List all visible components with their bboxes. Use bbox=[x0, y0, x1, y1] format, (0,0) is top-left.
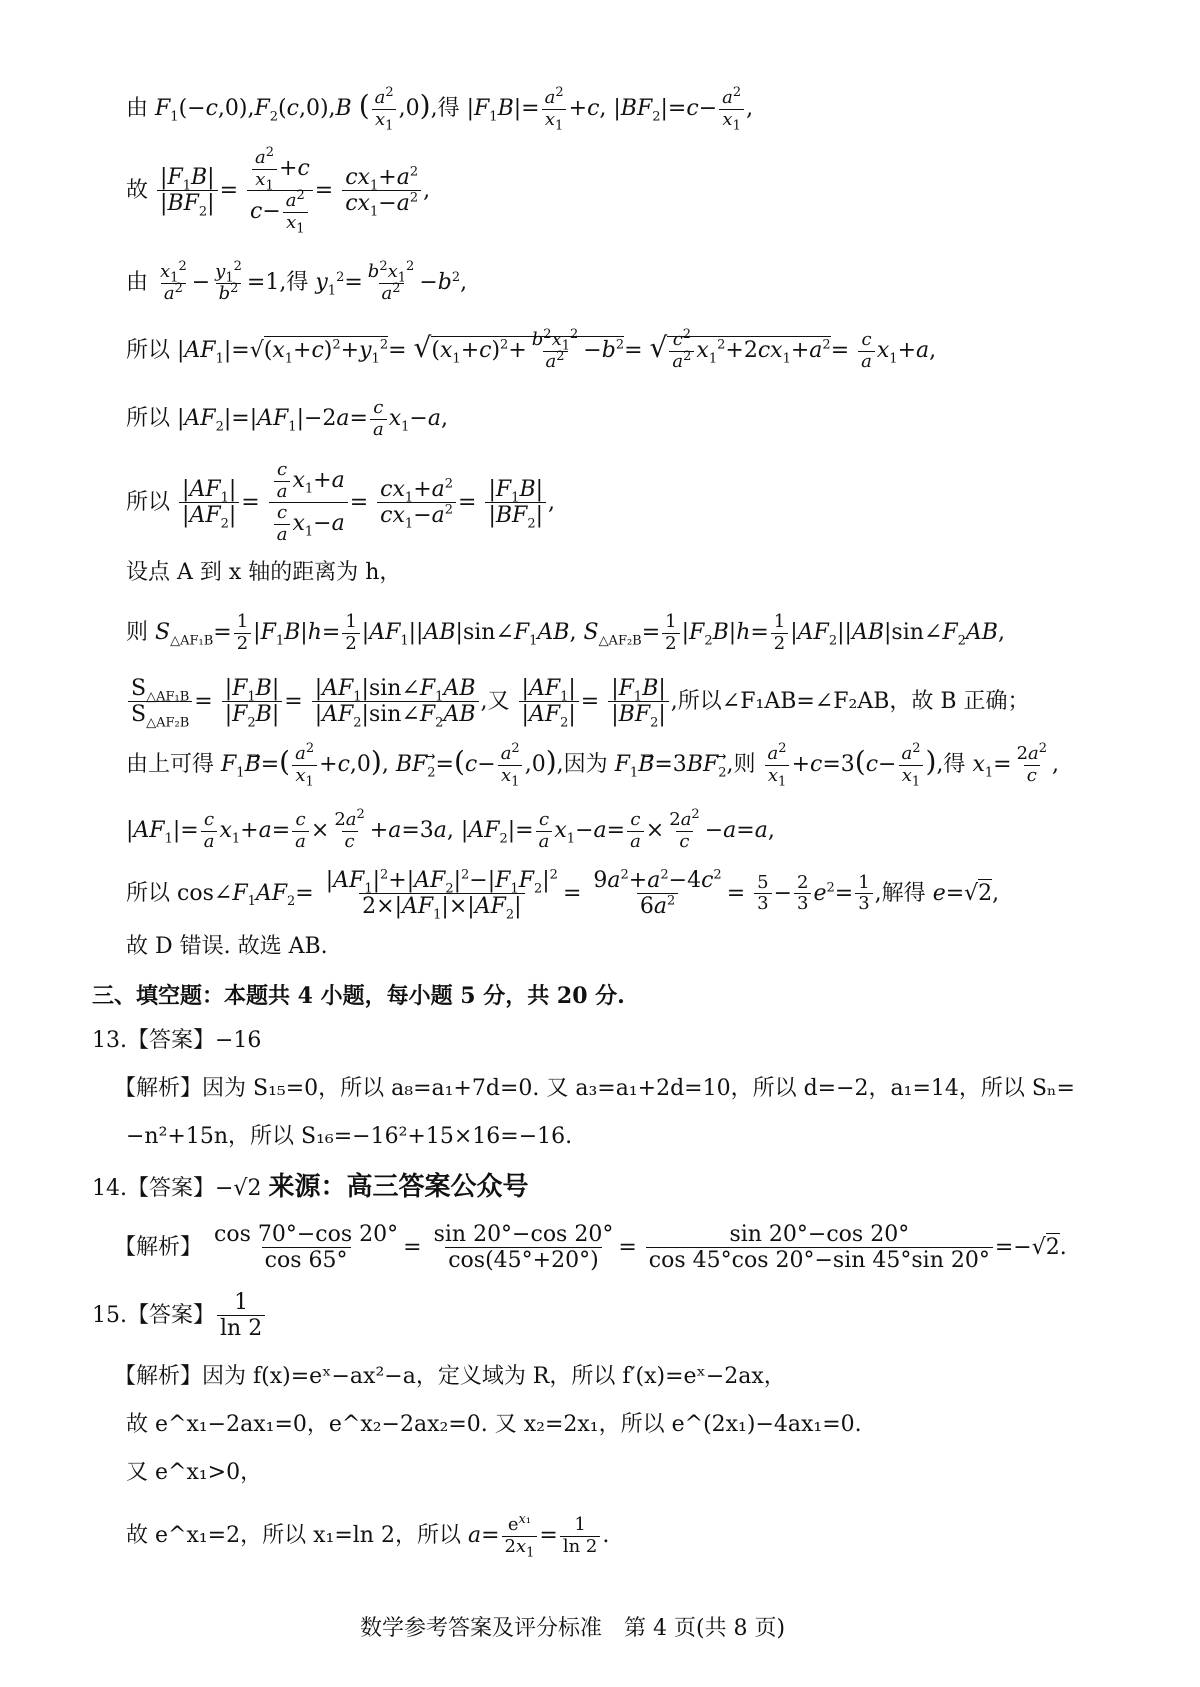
q13-analysis-line2: −n²+15n，所以 S₁₆=−16²+15×16=−16. bbox=[126, 1124, 573, 1149]
line-6: 所以 $\frac{|AF_1|}{|AF_2|}$ = $\frac{c}{a}$ $x_1+a$ $\frac{c}{a}$ $x_1-a$ = $\frac{cx_1+a^2}{cx_1-a^2}$ = $\frac{|F_1B|}{|BF_2|}$ , bbox=[126, 459, 556, 546]
line-10: 由上可得 $F_1B⃗=$( $\frac{a^2}{x_1}$ +c,0), $BF_2⃗=(c-$ $\frac{a^2}{x_1}$ ,0),因为 $F_1B⃗=3BF_2⃗$,则 $\frac{a^2}{x_1}$ +c=3(c− $\frac{a^2}{x_1}$ ),得 $x_1=$ $\frac{2a^2}{c}$ , bbox=[126, 741, 1060, 790]
section-heading: 三、填空题：本题共 4 小题，每小题 5 分，共 20 分. bbox=[92, 983, 625, 1009]
q15-analysis-line3: 又 e^x₁>0， bbox=[126, 1460, 263, 1485]
source-watermark: 来源：高三答案公众号 bbox=[268, 1172, 529, 1202]
line-12: 所以 $\cos\angle F_1AF_2=$ $\frac{|AF_1|^2+|AF_2|^2-|F_1F_2|^2}{2\times|AF_1|\times|AF_2|}$ = $\frac{9a^2+a^2-4c^2}{6a^2}$ = $\frac{5}{3}$ − $\frac{2}{3}$ $e^2=$ $\frac{1}{3}$ ,解得 e=√2, bbox=[126, 867, 1000, 923]
line-8: 则 $S_{\triangle AF_1B}=$ $\frac{1}{2}$ $|F_1B|h=$ $\frac{1}{2}$ $|AF_1||AB|\sin\angle F_1AB$, $S_{\triangle AF_2B}=$ $\frac{1}{2}$ $|F_2B|h=$ $\frac{1}{2}$ $|AF_2||AB|\sin\angle F_2AB$, bbox=[126, 611, 1005, 654]
q15-analysis-line4: 故 e^x₁=2，所以 x₁=ln 2，所以 a= $\frac{e^{x_1}}{2x_1}$ = $\frac{1}{\ln 2}$ . bbox=[126, 1512, 610, 1561]
line-5: 所以 $|AF_2|=|AF_1|-2a=$ $\frac{c}{a}$ $x_1-a$, bbox=[126, 397, 448, 440]
page-footer: 数学参考答案及评分标准 第 4 页(共 8 页) bbox=[360, 1616, 786, 1641]
line-2: 故 $\frac{|F_1B|}{|BF_2|}$ = $\frac{a^2}{x_1}$ +c c− $\frac{a^2}{x_1}$ = $\frac{cx_1+a^2}{cx_1-a^2}$ , bbox=[126, 145, 431, 237]
q15-answer: 15.【答案】 $\frac{1}{\ln 2}$ bbox=[92, 1290, 267, 1342]
line-9: $\frac{S_{\triangle AF_1B}}{S_{\triangle AF_2B}}$ = $\frac{|F_1B|}{|F_2B|}$ = $\frac{|AF_1|\sin\angle F_1AB}{|AF_2|\sin\angle F_2AB}$ ,又 $\frac{|AF_1|}{|AF_2|}$ = $\frac{|F_1B|}{|BF_2|}$ ,所以∠F₁AB=∠F₂AB，故 B 正确； bbox=[126, 676, 1030, 728]
q13-answer: 13.【答案】−16 bbox=[92, 1028, 262, 1053]
line-7: 设点 A 到 x 轴的距离为 h， bbox=[126, 560, 402, 585]
line-4: 所以 $|AF_1|=√(x_1+c)^2+y_1^2= √(x_1+c)^2+$ $\frac{b^2x_1^2}{a^2}$ $-b^2=$ √ $\frac{c^2}{a^2}$ $x_1^2+2cx_1+a^2=$ $\frac{c}{a}$ $x_1+a$, bbox=[126, 327, 937, 372]
line-11: $|AF_1|=$ $\frac{c}{a}$ $x_1+a=$ $\frac{c}{a}$ × $\frac{2a^2}{c}$ +a=3a, $|AF_2|=$ $\frac{c}{a}$ $x_1-a=$ $\frac{c}{a}$ × $\frac{2a^2}{c}$ −a=a, bbox=[126, 807, 775, 852]
q15-analysis-line2: 故 e^x₁−2ax₁=0，e^x₂−2ax₂=0. 又 x₂=2x₁，所以 e^(2x₁)−4ax₁=0. bbox=[126, 1412, 862, 1437]
q14-answer: 14.【答案】−√2 来源：高三答案公众号 bbox=[92, 1172, 529, 1202]
line-3: 由 $\frac{x_1^2}{a^2}$ − $\frac{y_1^2}{b^2}$ =1,得 $y_1^2=$ $\frac{b^2x_1^2}{a^2}$ $-b^2$, bbox=[126, 259, 468, 304]
q14-analysis: 【解析】 $\frac{\cos 70^\circ-\cos 20^\circ}{\cos 65^\circ}$ = $\frac{\sin 20^\circ-\cos 20^\circ}{\cos(45^\circ+20^\circ)}$ = $\frac{\sin 20^\circ-\cos 20^\circ}{\cos 45^\circ\cos 20^\circ-\sin 45^\circ\sin 20^\circ}$ =−√2. bbox=[114, 1222, 1067, 1274]
q15-analysis-line1: 【解析】因为 f(x)=eˣ−ax²−a，定义域为 R，所以 f′(x)=eˣ−2ax， bbox=[114, 1364, 786, 1389]
line-13: 故 D 错误. 故选 AB. bbox=[126, 934, 328, 959]
line-1: 由 $F_1(-c,0),F_2(c,0),B$ ( $\frac{a^2}{x_1}$ ,0),得 $|F_1B|=$ $\frac{a^2}{x_1}$ +c, $|BF_2|=c-$ $\frac{a^2}{x_1}$ , bbox=[126, 85, 754, 134]
q13-analysis-line1: 【解析】因为 S₁₅=0，所以 a₈=a₁+7d=0. 又 a₃=a₁+2d=10，所以 d=−2，a₁=14，所以 Sₙ= bbox=[114, 1076, 1075, 1101]
